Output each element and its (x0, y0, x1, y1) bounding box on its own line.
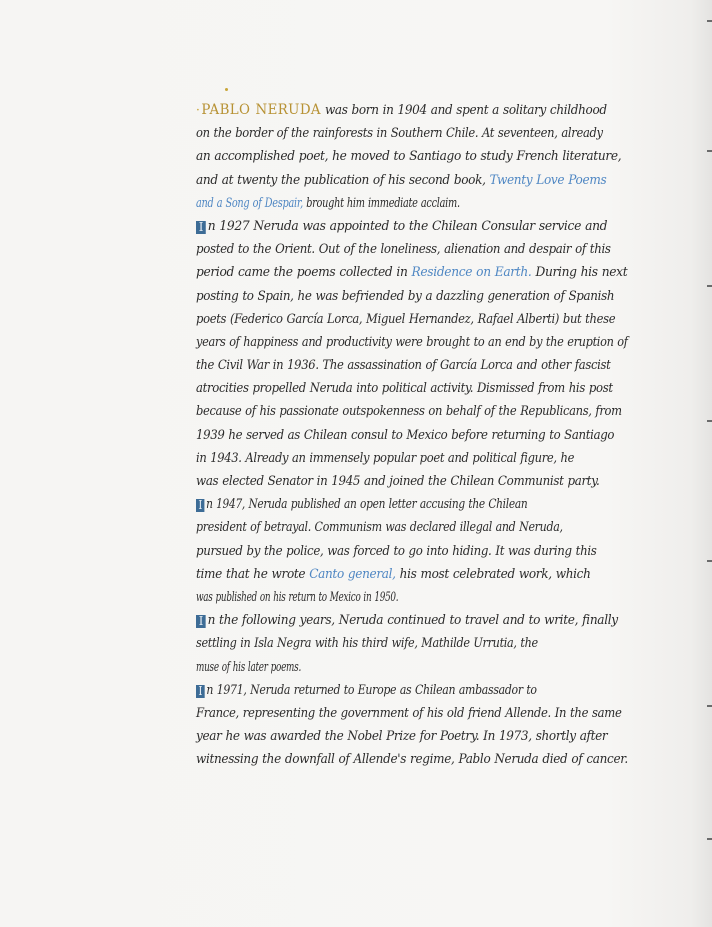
text-line (196, 515, 582, 538)
line-text: an accomplished poet, he moved to Santiago to study French literature, (196, 148, 622, 164)
line-text: was born in 1904 and spent a solitary childhood (324, 102, 607, 117)
text-line (196, 701, 622, 724)
edge-tick (707, 20, 712, 22)
line-text: and at twenty the publication of his second book, (196, 171, 486, 187)
text-line (196, 747, 628, 770)
text-line (196, 539, 608, 562)
text-line (196, 678, 578, 701)
text-line (196, 121, 603, 144)
book-title-text: Canto general, (309, 565, 396, 581)
page-edge-marks (706, 0, 712, 927)
line-text: atrocities propelled Neruda into political activity. Dismissed from his post (196, 380, 613, 396)
line-text: n 1947, Neruda published an open letter accusing the Chilean (206, 496, 528, 512)
line-text: on the border of the rainforests in Southern Chile. At seventeen, already (196, 125, 603, 141)
line-text: 1939 he served as Chilean consul to Mexico before returning to Santiago (196, 426, 615, 442)
line-text: posted to the Orient. Out of the loneliness, alienation and despair of this (196, 241, 611, 257)
text-line (196, 423, 615, 446)
line-text: was published on his return to Mexico in 1950. (196, 588, 399, 604)
line-text: n the following years, Neruda continued to travel and to write, finally (207, 612, 618, 628)
text-line (196, 446, 598, 469)
line-text: the Civil War in 1936. The assassination of García Lorca and other fascist (196, 357, 611, 373)
text-line (196, 260, 628, 283)
line-text: time that he wrote (196, 565, 306, 581)
calligraphy-text-block (196, 98, 636, 770)
line-text: During his next (535, 264, 628, 280)
book-title-text: Twenty Love Poems (489, 171, 607, 187)
line-text: brought him immediate acclaim. (306, 194, 460, 210)
text-line (196, 237, 611, 260)
line-text: France, representing the government of his old friend Allende. In the same (196, 704, 622, 720)
edge-tick (707, 420, 712, 422)
line-text: year he was awarded the Nobel Prize for Poetry. In 1973, shortly after (196, 728, 608, 744)
text-line (196, 330, 628, 353)
line-text: years of happiness and productivity were brought to an end by the eruption of (196, 333, 628, 349)
text-line (196, 214, 626, 237)
line-text: settling in Isla Negra with his third wife, Mathilde Urrutia, the (196, 635, 538, 651)
text-line (196, 608, 620, 631)
gold-dot-ornament (225, 88, 228, 91)
edge-tick (707, 560, 712, 562)
line-text: n 1971, Neruda returned to Europe as Chilean ambassador to (206, 681, 537, 697)
illuminated-initial: I (196, 685, 205, 698)
text-line (196, 307, 616, 330)
line-text: posting to Spain, he was befriended by a dazzling generation of Spanish (196, 287, 615, 303)
text-line (196, 585, 504, 608)
line-text: president of betrayal. Communism was declared illegal and Neruda, (196, 519, 563, 535)
line-text: was elected Senator in 1945 and joined the Chilean Communist party. (196, 473, 600, 488)
book-title-text: and a Song of Despair, (196, 194, 303, 210)
line-text: poets (Federico García Lorca, Miguel Hernandez, Rafael Alberti) but these (196, 310, 616, 326)
text-line (196, 353, 611, 376)
book-title-text: Residence on Earth. (411, 264, 532, 280)
illuminated-initial: I (196, 615, 206, 628)
line-text: because of his passionate outspokenness on behalf of the Republicans, from (196, 403, 622, 419)
edge-tick (707, 285, 712, 287)
text-line (196, 191, 536, 214)
line-text: period came the poems collected in (196, 264, 408, 280)
text-line (196, 98, 616, 121)
illuminated-initial: I (196, 499, 204, 512)
text-line (196, 399, 622, 422)
text-line (196, 469, 610, 492)
edge-tick (707, 150, 712, 152)
line-text: in 1943. Already an immensely popular poet and political figure, he (196, 449, 575, 465)
line-text: pursued by the police, was forced to go into hiding. It was during this (196, 542, 597, 558)
edge-tick (707, 838, 712, 840)
line-text: n 1927 Neruda was appointed to the Chilean Consular service and (207, 217, 608, 233)
text-line (196, 631, 588, 654)
text-line (196, 655, 504, 678)
line-text: his most celebrated work, which (399, 565, 591, 581)
text-line (196, 376, 613, 399)
text-line (196, 168, 619, 191)
text-line (196, 724, 616, 747)
text-line (196, 284, 615, 307)
illuminated-initial: I (196, 221, 206, 234)
author-title: PABLO NERUDA (201, 102, 321, 118)
text-line (196, 492, 566, 515)
edge-tick (707, 705, 712, 707)
line-text: witnessing the downfall of Allende's regime, Pablo Neruda died of cancer. (196, 751, 628, 767)
gold-bullet-icon: · (196, 102, 200, 117)
line-text: muse of his later poems. (196, 658, 302, 674)
text-line (196, 562, 618, 585)
text-line (196, 144, 621, 167)
